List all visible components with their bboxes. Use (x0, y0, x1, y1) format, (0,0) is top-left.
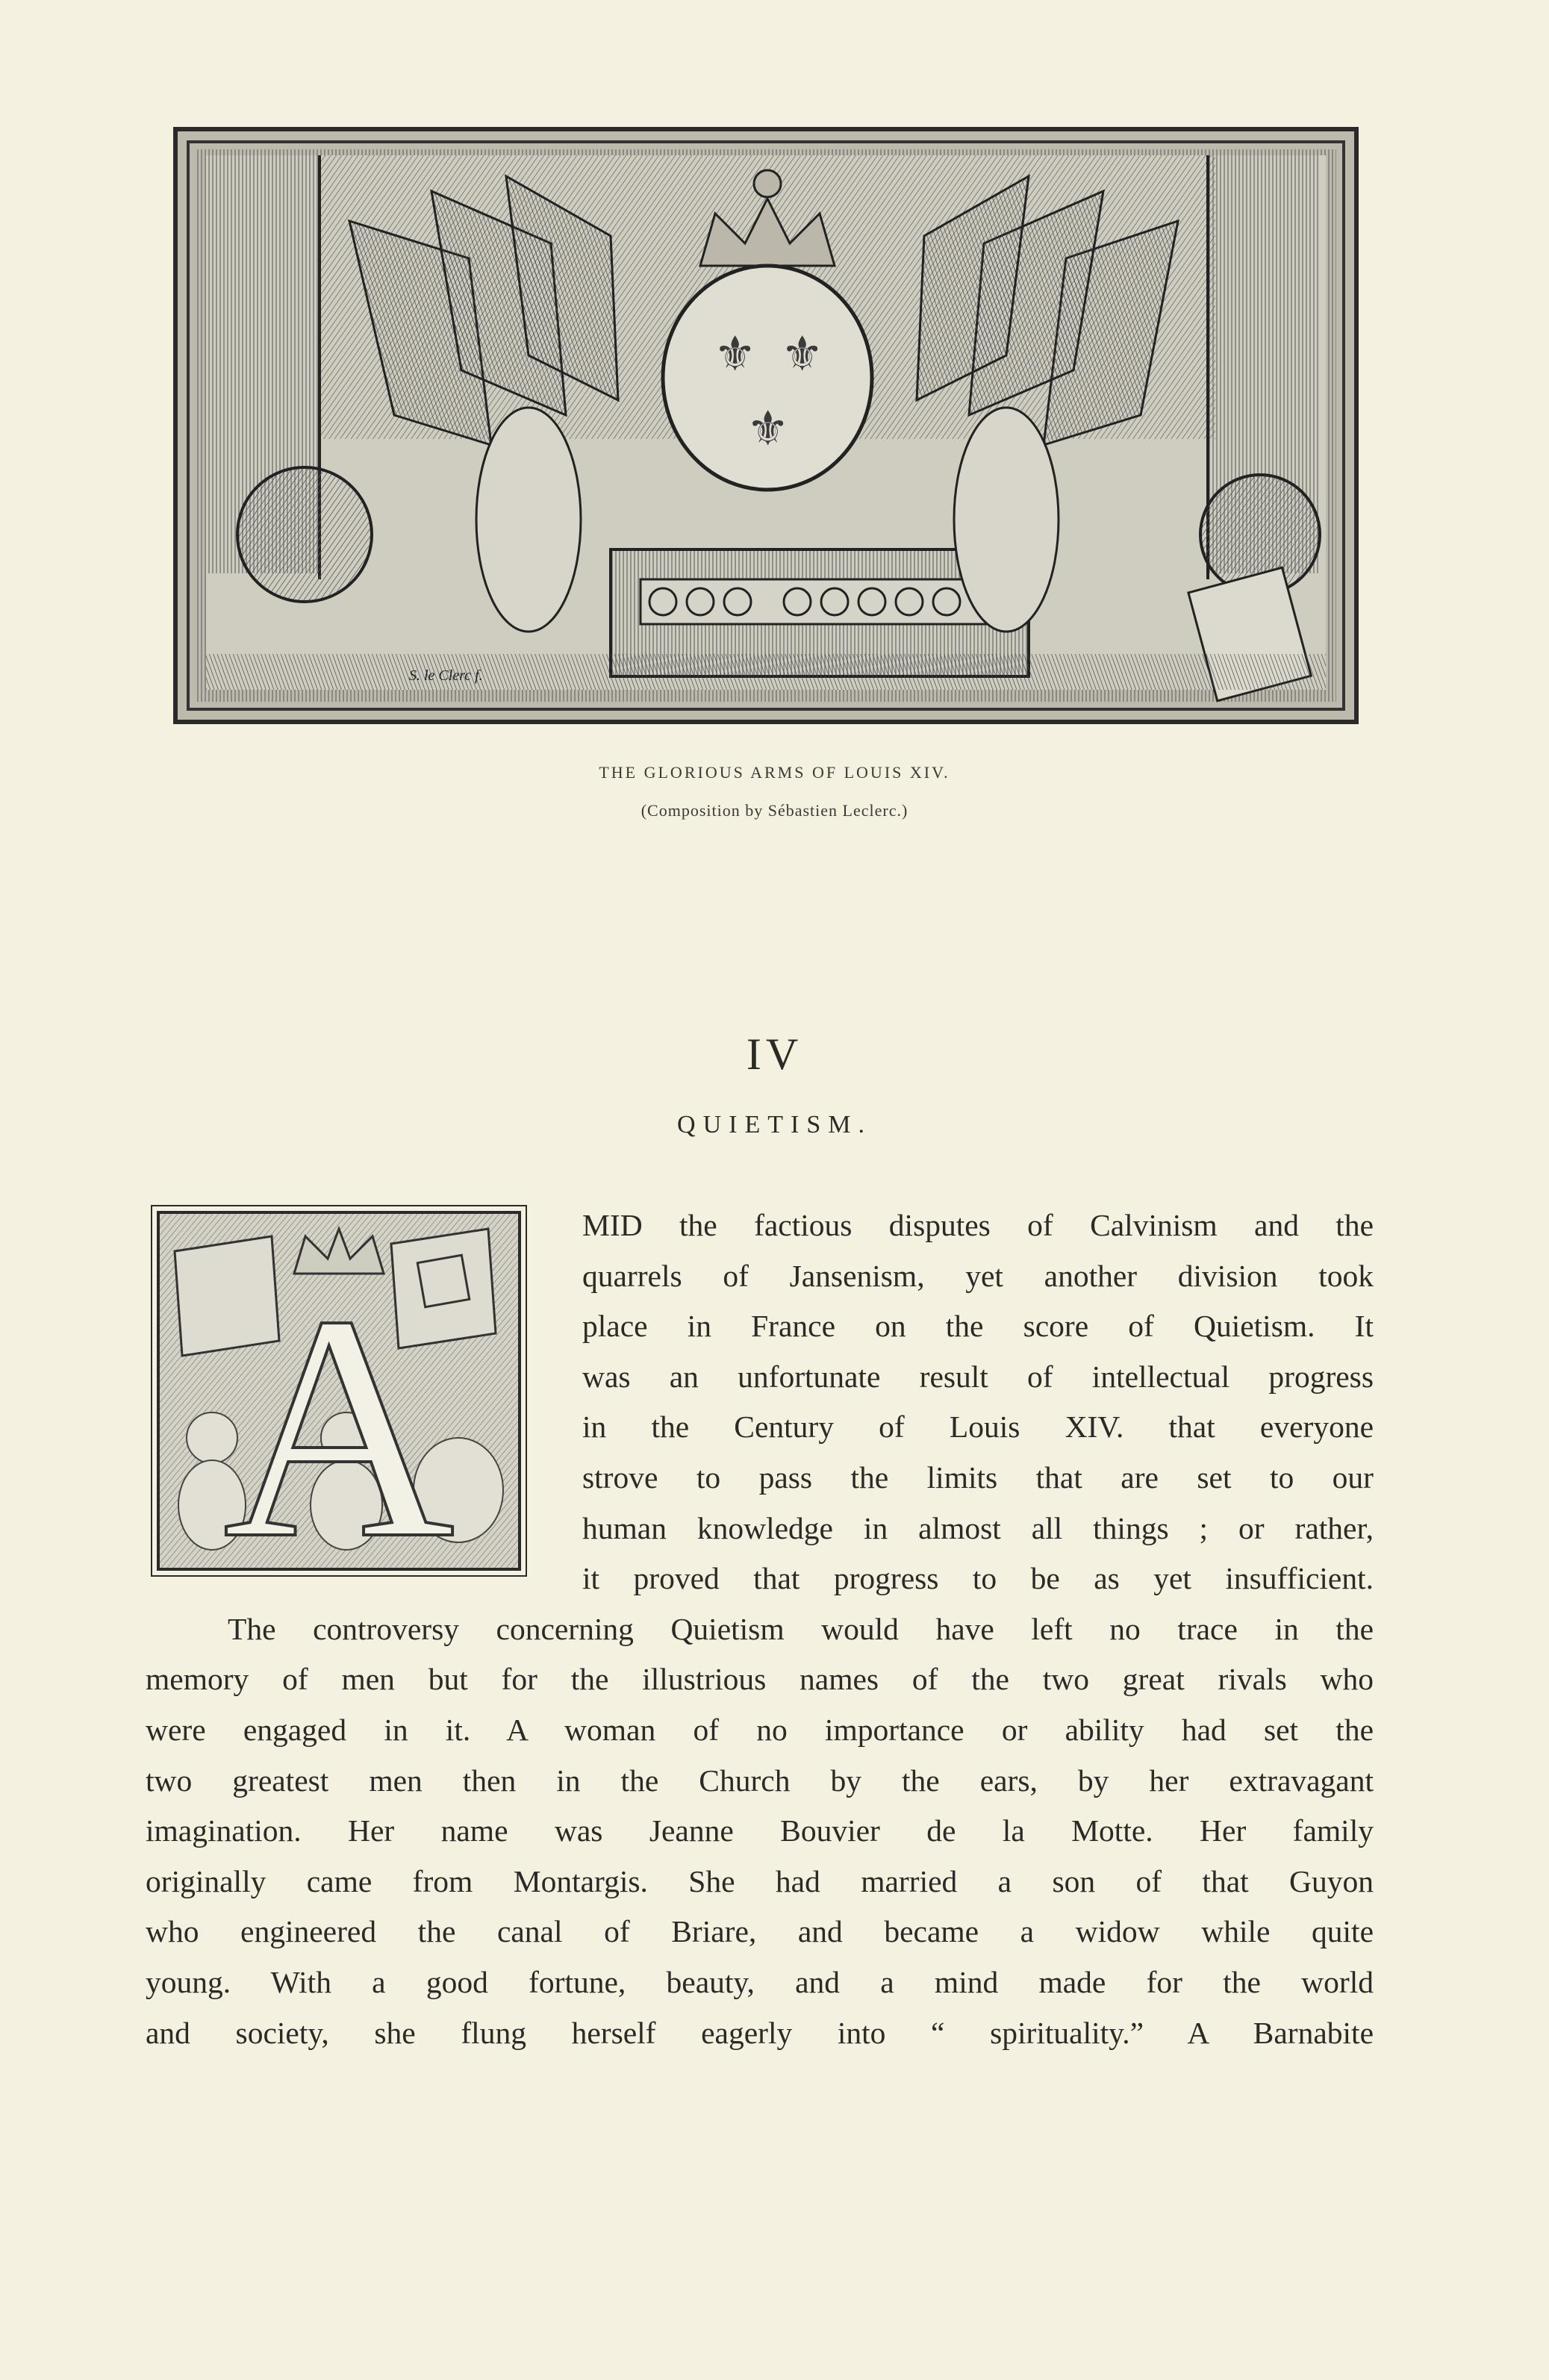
text-line: memory of men but for the illustrious names of the two great rivals who (146, 1662, 1374, 1697)
text-line: was an unfortunate result of intellectual progress (582, 1359, 1374, 1394)
svg-text:⚜: ⚜ (747, 402, 790, 457)
engraving-illustration (173, 127, 1359, 724)
svg-text:⚜: ⚜ (714, 327, 757, 382)
text-line: were engaged in it. A woman of no importance or ability had set the (146, 1712, 1374, 1747)
text-line: The controversy concerning Quietism would have left no trace in the (228, 1611, 1374, 1646)
engraver-signature: S. le Clerc f. (409, 667, 483, 684)
text-line: MID the factious disputes of Calvinism and the (582, 1208, 1374, 1242)
chapter-body (146, 1200, 1374, 2058)
text-line: two greatest men then in the Church by the ears, by her extravagant (146, 1763, 1374, 1798)
chapter-number: IV (746, 1029, 803, 1079)
text-line: and society, she flung herself eagerly into “ spirituality.” A Barnabite (146, 2015, 1374, 2050)
text-line: imagination. Her name was Jeanne Bouvier de la Motte. Her family (146, 1813, 1374, 1848)
illustration-caption-credit: (Composition by Sébastien Leclerc.) (641, 801, 908, 820)
text-line: strove to pass the limits that are set to our (582, 1460, 1374, 1495)
text-line: in the Century of Louis XIV. that everyone (582, 1409, 1374, 1445)
text-line: who engineered the canal of Briare, and became a widow while quite (146, 1914, 1374, 1949)
svg-text:⚜: ⚜ (781, 327, 824, 382)
text-line: it proved that progress to be as yet insufficient. (582, 1561, 1374, 1596)
drop-cap-letter: A (222, 1250, 455, 1568)
text-line: human knowledge in almost all things ; or rather, (582, 1510, 1374, 1545)
text-line: quarrels of Jansenism, yet another division took (582, 1258, 1374, 1293)
arms-engraving (178, 131, 1354, 720)
text-line: place in France on the score of Quietism. It (582, 1309, 1374, 1344)
text-line: young. With a good fortune, beauty, and a mind made for the world (146, 1964, 1374, 1999)
chapter-title: QUIETISM. (677, 1111, 872, 1138)
illustration-caption-title: THE GLORIOUS ARMS OF LOUIS XIV. (599, 763, 950, 782)
text-line: originally came from Montargis. She had married a son of that Guyon (146, 1863, 1374, 1898)
